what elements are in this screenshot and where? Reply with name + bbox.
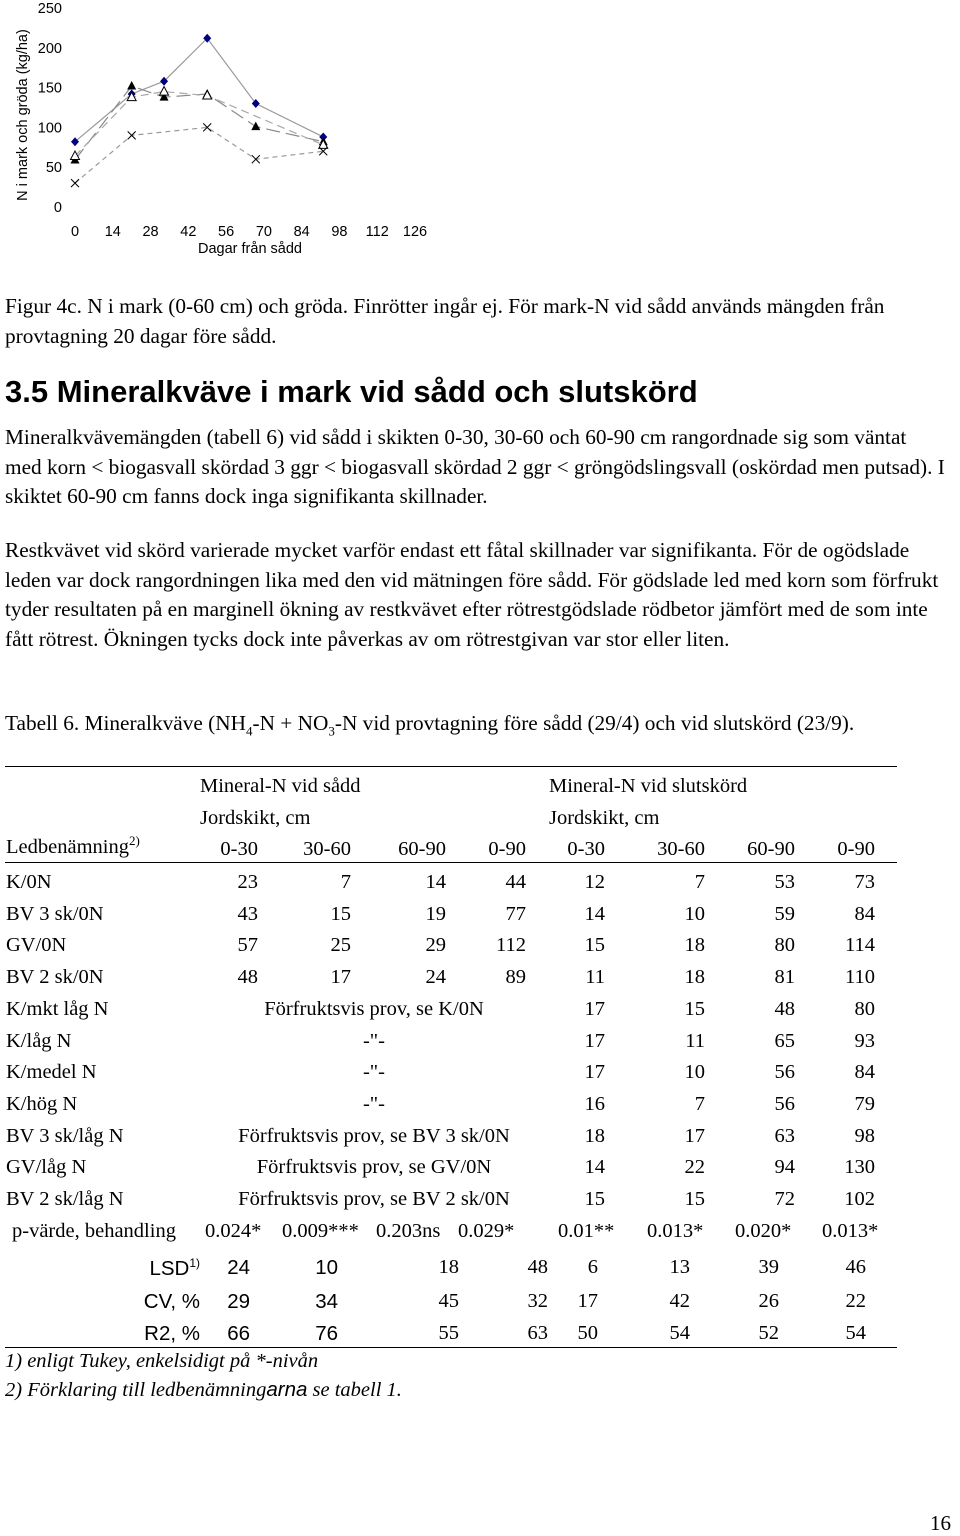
- table-cell: 18: [684, 934, 705, 957]
- x-tick-label: 0: [70, 224, 80, 240]
- table-cell: 11: [685, 1029, 705, 1052]
- table-cell: 10: [684, 902, 705, 925]
- section-heading: 3.5 Mineralkväve i mark vid sådd och slutskörd: [5, 374, 698, 409]
- data-point-diamond-filled: [71, 137, 79, 146]
- group-header-slut: Mineral-N vid slutskörd: [549, 775, 748, 797]
- page-number: 16: [930, 1511, 951, 1535]
- column-header: 0-90: [488, 838, 526, 860]
- r2-cell: 50: [577, 1322, 598, 1344]
- r2-cell: 63: [527, 1322, 548, 1344]
- pvalue-cell: 0.203ns: [376, 1220, 441, 1242]
- series-line-4: [75, 127, 323, 183]
- cv-label: CV, %: [143, 1290, 200, 1313]
- lsd-cell: 24: [227, 1256, 250, 1279]
- column-header: 60-90: [398, 838, 446, 860]
- table-cell: 15: [584, 934, 605, 957]
- x-tick-label: 84: [293, 224, 310, 240]
- cv-cell: 32: [527, 1290, 548, 1312]
- pvalue-cell: 0.009***: [282, 1220, 359, 1242]
- y-tick-label: 50: [45, 160, 62, 177]
- r2-cell: 54: [845, 1322, 866, 1344]
- y-tick-labels: [38, 1, 62, 216]
- y-tick-label: 100: [37, 120, 62, 137]
- table-cell: 17: [684, 1124, 705, 1147]
- series-line-2: [75, 86, 323, 160]
- cv-cell: 34: [315, 1290, 338, 1313]
- table-cell: 53: [774, 871, 795, 893]
- table-cell: 17: [584, 997, 605, 1020]
- pvalue-label: p-värde, behandling: [12, 1220, 176, 1242]
- table-cell: 112: [496, 934, 526, 957]
- data-point-triangle-filled: [251, 122, 260, 131]
- table-cell: 14: [584, 902, 605, 925]
- y-tick-label: 150: [37, 80, 62, 97]
- table-cell: 56: [774, 1092, 795, 1115]
- lsd-cell: 6: [587, 1256, 598, 1278]
- table-cell: 56: [774, 1061, 795, 1084]
- table-cell-note: Förfruktsvis prov, se BV 3 sk/0N: [238, 1124, 510, 1147]
- table-cell: 84: [854, 902, 875, 925]
- subheader-slut: Jordskikt, cm: [549, 807, 660, 829]
- r2-cell: 66: [227, 1322, 250, 1345]
- table-caption: Tabell 6. Mineralkväve ($NH_4-N + NO_3-N$ vid provtagning före sådd (29/4) och vid slutskörd (23/9).: [5, 711, 855, 739]
- row-label: BV 3 sk/låg N: [6, 1124, 124, 1147]
- y-tick-label: 200: [37, 40, 62, 57]
- cv-cell: 42: [669, 1290, 690, 1312]
- subheader-sadd: Jordskikt, cm: [200, 807, 311, 829]
- series-line-1: [75, 38, 323, 141]
- table-cell: 16: [584, 1092, 605, 1115]
- table-cell: 79: [854, 1092, 875, 1115]
- table-cell: 17: [584, 1061, 605, 1084]
- table-cell: 65: [774, 1029, 795, 1052]
- table-cell: 80: [774, 934, 795, 957]
- table-cell: 17: [330, 966, 351, 989]
- lsd-cell: 13: [669, 1256, 690, 1278]
- table-cell: 18: [684, 966, 705, 989]
- r2-cell: 54: [669, 1322, 690, 1344]
- x-tick-label: 28: [142, 224, 159, 240]
- row-label: K/hög N: [6, 1092, 78, 1115]
- pvalue-cell: 0.024*: [205, 1220, 262, 1242]
- row-label: BV 2 sk/låg N: [6, 1188, 124, 1210]
- row-label: BV 2 sk/0N: [6, 966, 104, 989]
- pvalue-cell: 0.01**: [558, 1220, 615, 1242]
- table-cell-note: Förfruktsvis prov, se GV/0N: [256, 1156, 492, 1179]
- table-cell: 48: [237, 966, 258, 989]
- table-cell: 59: [774, 902, 795, 925]
- table-cell: 18: [584, 1124, 605, 1147]
- table-cell: 12: [584, 871, 605, 893]
- r2-cell: 76: [315, 1322, 338, 1345]
- table-cell: 73: [854, 871, 875, 893]
- lsd-cell: 39: [758, 1256, 779, 1278]
- pvalue-cell: 0.029*: [458, 1220, 515, 1242]
- row-label: BV 3 sk/0N: [6, 902, 104, 925]
- cv-cell: 45: [438, 1290, 459, 1312]
- cv-cell: 17: [577, 1290, 598, 1312]
- table-cell: 19: [425, 902, 446, 925]
- table-cell-note: -"-: [362, 1061, 386, 1084]
- table-cell: 130: [844, 1156, 875, 1179]
- table-cell: 24: [425, 966, 446, 989]
- table-cell: 29: [425, 934, 446, 957]
- data-point-triangle-open: [203, 91, 212, 100]
- table-cell: 44: [505, 871, 526, 893]
- r2-cell: 55: [438, 1322, 459, 1344]
- x-tick-label: 126: [402, 224, 428, 240]
- table-cell-note: -"-: [362, 1092, 386, 1115]
- table-cell: 15: [684, 997, 705, 1020]
- data-point-triangle-open: [160, 87, 169, 96]
- column-header: 0-30: [567, 838, 605, 860]
- row-label: K/medel N: [6, 1061, 97, 1084]
- table-cell: 14: [425, 871, 446, 893]
- table-cell: 10: [684, 1061, 705, 1084]
- lsd-cell: 48: [527, 1256, 548, 1278]
- table-cell: 84: [854, 1061, 875, 1084]
- group-header-sadd: Mineral-N vid sådd: [200, 775, 361, 797]
- table-cell-note: Förfruktsvis prov, se K/0N: [264, 997, 484, 1020]
- x-tick-label: 112: [365, 224, 389, 240]
- table-cell: 98: [854, 1124, 875, 1147]
- column-header: 30-60: [303, 838, 351, 860]
- figure-caption: Figur 4c. N i mark (0-60 cm) och gröda. Finrötter ingår ej. För mark-N vid sådd används mängden från provtagning 20 dagar före sådd.: [5, 294, 885, 348]
- table-cell: 89: [505, 966, 526, 989]
- row-label: K/mkt låg N: [6, 997, 109, 1020]
- table-cell: 57: [237, 934, 258, 957]
- footnote-1: 1) enligt Tukey, enkelsidigt på *-nivån: [5, 1350, 319, 1372]
- series-line-3: [75, 92, 323, 156]
- table-cell: 25: [330, 934, 351, 957]
- paragraph-1: Mineralkvävemängden (tabell 6) vid sådd i skikten 0-30, 30-60 och 60-90 cm rangordnade sig som väntat med korn < biogasvall skördad 3 ggr < biogasvall skördad 2 ggr < gröngödslingsvall (oskördad men putsad). I skiktet 60-90 cm fanns dock inga signifikanta skillnader.: [5, 425, 945, 508]
- pvalue-cell: 0.013*: [647, 1220, 704, 1242]
- table-bottom-rule: [5, 1347, 897, 1348]
- pvalue-cell: 0.020*: [735, 1220, 792, 1242]
- table-cell: 23: [237, 871, 258, 893]
- table-top-rule: [5, 766, 897, 767]
- paragraph-2: Restkvävet vid skörd varierade mycket varför endast ett fåtal skillnader var signifikanta. För de ogödslade leden var dock rangordningen lika med den vid mätningen före sådd. För gödslade led med korn som förfrukt tyder resultaten på en marginell ökning av restkvävet efter rötrestgödslade rödbetor jämfört med de som inte fått rötrest. Ökningen tycks dock inte påverkas av om rötrestgivan var stor eller liten.: [5, 538, 939, 651]
- table-cell: 17: [584, 1029, 605, 1052]
- table-cell: 80: [854, 997, 875, 1020]
- lsd-label: LSD$^{1)}$: [149, 1256, 200, 1280]
- table-cell: 22: [684, 1156, 705, 1179]
- table-cell: 94: [774, 1156, 795, 1179]
- cv-cell: 29: [227, 1290, 250, 1313]
- table-cell: 11: [585, 966, 605, 989]
- table-cell: 72: [774, 1188, 795, 1210]
- x-tick-label: 56: [218, 224, 235, 240]
- table-cell-note: -"-: [362, 1029, 386, 1052]
- table-cell: 114: [845, 934, 875, 957]
- row-label: GV/låg N: [6, 1156, 87, 1179]
- table-cell-note: Förfruktsvis prov, se BV 2 sk/0N: [238, 1188, 510, 1210]
- x-tick-label: 98: [331, 224, 348, 240]
- table-cell: 110: [845, 966, 875, 989]
- column-header: 0-90: [837, 838, 875, 860]
- row-label: K/0N: [6, 871, 52, 893]
- cv-cell: 26: [758, 1290, 779, 1312]
- table-cell: 48: [774, 997, 795, 1020]
- column-header: 60-90: [747, 838, 795, 860]
- data-point-triangle-filled: [127, 81, 136, 90]
- lsd-cell: 18: [438, 1256, 459, 1278]
- x-tick-labels: [71, 224, 427, 240]
- x-axis-label: Dagar från sådd: [198, 241, 302, 257]
- pvalue-cell: 0.013*: [822, 1220, 879, 1242]
- x-tick-label: 14: [104, 224, 121, 240]
- table-cell: 63: [774, 1124, 795, 1147]
- table-cell: 7: [694, 871, 705, 893]
- table-cell: 81: [774, 966, 795, 989]
- cv-cell: 22: [845, 1290, 866, 1312]
- row-label: K/låg N: [6, 1029, 72, 1052]
- y-tick-label: 0: [53, 200, 62, 216]
- footnote-2: 2) Förklaring till ledbenämningarna se tabell 1.: [5, 1378, 402, 1401]
- table-cell: 15: [684, 1188, 705, 1210]
- table-cell: 77: [505, 902, 526, 925]
- table-cell: 102: [844, 1188, 875, 1210]
- y-axis-label: N i mark och gröda (kg/ha): [15, 29, 31, 201]
- table-cell: 7: [694, 1092, 705, 1115]
- column-header: 30-60: [657, 838, 705, 860]
- lsd-cell: 46: [845, 1256, 866, 1278]
- data-point-x: [71, 179, 79, 187]
- table-header-rule: [5, 862, 897, 863]
- chart-series: [71, 34, 328, 187]
- y-tick-label: 250: [37, 1, 62, 17]
- table-cell: 15: [584, 1188, 605, 1210]
- table-cell: 7: [340, 871, 351, 893]
- x-tick-label: 70: [255, 224, 272, 240]
- r2-label: R2, %: [144, 1322, 200, 1345]
- r2-cell: 52: [758, 1322, 779, 1344]
- table-cell: 15: [330, 902, 351, 925]
- table-cell: 43: [237, 902, 258, 925]
- table-cell: 93: [854, 1029, 875, 1052]
- table-cell: 14: [584, 1156, 605, 1179]
- lsd-cell: 10: [315, 1256, 338, 1279]
- line-chart: [0, 0, 960, 270]
- x-tick-label: 42: [180, 224, 197, 240]
- column-header: 0-30: [220, 838, 258, 860]
- row-header-label: Ledbenämning$^{2)}$: [6, 833, 140, 858]
- row-label: GV/0N: [6, 934, 67, 957]
